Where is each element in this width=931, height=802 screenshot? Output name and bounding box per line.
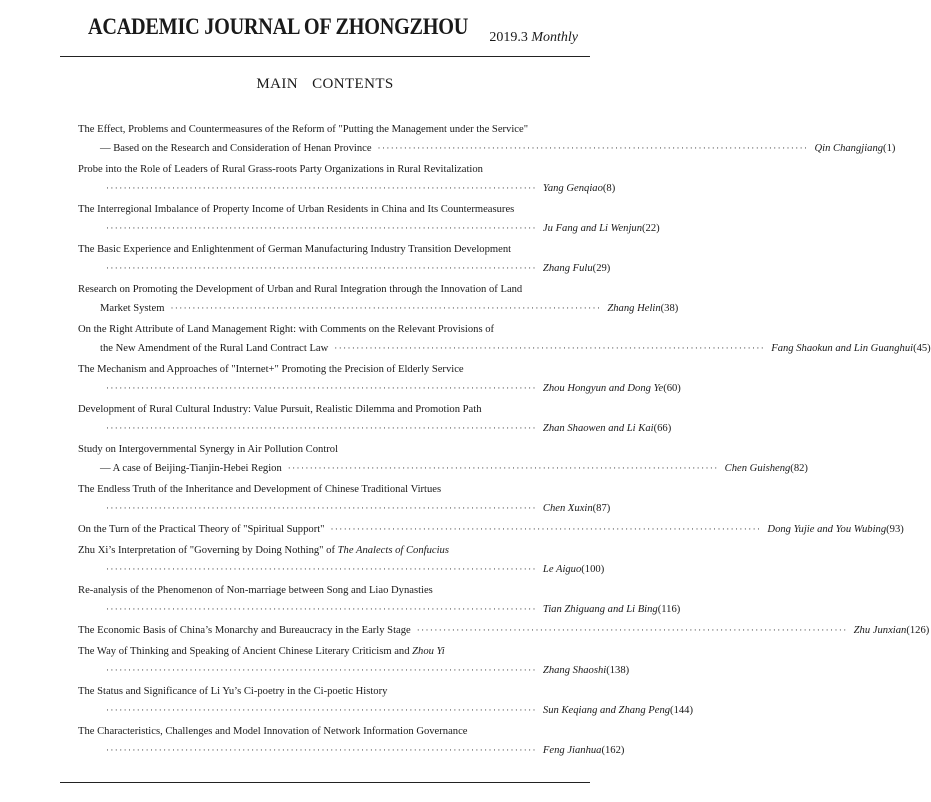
- issue-info: [489, 30, 578, 46]
- entry-author: Ju Fang and Li Wenjun: [542, 223, 642, 234]
- entry-page: (162): [601, 745, 625, 756]
- entry-page: (1): [883, 143, 896, 154]
- issue-number: 2019.3: [489, 30, 528, 45]
- leader-dots: ··································································································: [416, 625, 848, 635]
- leader-dots: ··································································································: [334, 343, 766, 353]
- toc-entry[interactable]: [78, 642, 630, 680]
- entry-title: [78, 642, 572, 661]
- toc-entry[interactable]: [78, 240, 611, 278]
- entry-title: The Effect, Problems and Countermeasures of the Reform of "Putting the Management under the Service": [78, 124, 529, 135]
- header-rule: [60, 56, 590, 57]
- entry-title: The Status and Significance of Li Yu’s Ci-poetry in the Ci-poetic History: [78, 686, 388, 697]
- entry-author: Feng Jianhua: [542, 745, 602, 756]
- entry-title: The Interregional Imbalance of Property Income of Urban Residents in China and Its Countermeasures: [78, 204, 515, 215]
- entry-title: Study on Intergovernmental Synergy in Air Pollution Control: [78, 444, 339, 455]
- entry-title-italic: The Analects of Confucius: [337, 545, 449, 556]
- toc-entry[interactable]: [78, 120, 896, 158]
- entry-page: (60): [663, 383, 681, 394]
- entry-page: (100): [581, 564, 605, 575]
- toc-entry[interactable]: [78, 200, 660, 238]
- entry-author: Zhang Shaoshi: [542, 665, 607, 676]
- leader-dots: ··································································································: [106, 705, 537, 715]
- entry-author: Le Aiguo: [542, 564, 582, 575]
- entry-author: Zhang Fulu: [542, 263, 593, 274]
- entry-title-cont: Market System: [100, 303, 165, 314]
- toc-entry[interactable]: [78, 320, 931, 358]
- entry-subtitle: — A case of Beijing-Tianjin-Hebei Region: [100, 463, 282, 474]
- toc-entry[interactable]: [78, 581, 681, 619]
- entry-author: Zhou Hongyun and Dong Ye: [542, 383, 664, 394]
- toc-entry[interactable]: [78, 621, 930, 640]
- entry-author: Qin Changjiang: [814, 143, 884, 154]
- toc-entry[interactable]: [78, 400, 672, 438]
- entry-author: Dong Yujie and You Wubing: [767, 524, 887, 535]
- toc-entry[interactable]: [78, 280, 679, 318]
- leader-dots: ··································································································: [106, 423, 537, 433]
- entry-author: Tian Zhiguang and Li Bing: [542, 604, 658, 615]
- issue-frequency: Monthly: [531, 30, 578, 45]
- leader-dots: ··································································································: [106, 183, 537, 193]
- leader-dots: ··································································································: [106, 604, 537, 614]
- entry-author: Zhan Shaowen and Li Kai: [542, 423, 654, 434]
- entry-author: Zhu Junxian: [853, 625, 907, 636]
- journal-title: ACADEMIC JOURNAL OF ZHONGZHOU: [88, 14, 469, 39]
- entry-title: On the Turn of the Practical Theory of "Spiritual Support": [78, 524, 325, 535]
- toc-entry[interactable]: [78, 440, 808, 478]
- entry-title: [78, 541, 572, 560]
- entry-author: Yang Genqiao: [542, 183, 603, 194]
- entry-title-text: The Way of Thinking and Speaking of Ancient Chinese Literary Criticism and: [78, 646, 413, 657]
- entry-page: (126): [906, 625, 930, 636]
- entry-subtitle: — Based on the Research and Consideration of Henan Province: [100, 143, 372, 154]
- leader-dots: ··································································································: [106, 263, 537, 273]
- entry-page: (38): [660, 303, 679, 314]
- leader-dots: ··································································································: [170, 303, 602, 313]
- toc-entry[interactable]: [78, 160, 616, 198]
- toc-entry[interactable]: [78, 541, 605, 579]
- entry-page: (82): [790, 463, 808, 474]
- toc-entry[interactable]: [78, 682, 693, 720]
- contents-heading: MAIN CONTENTS: [256, 76, 394, 92]
- entry-title: The Characteristics, Challenges and Model Innovation of Network Information Governance: [78, 726, 468, 737]
- entry-author: Fang Shaokun and Lin Guanghui: [771, 343, 914, 354]
- toc-entry[interactable]: [78, 520, 904, 539]
- entry-title: Probe into the Role of Leaders of Rural Grass-roots Party Organizations in Rural Revitalization: [78, 164, 483, 175]
- entry-page: (144): [670, 705, 693, 716]
- entry-title: The Mechanism and Approaches of "Internet+" Promoting the Precision of Elderly Service: [78, 364, 464, 375]
- leader-dots: ··································································································: [287, 463, 719, 473]
- entry-title-cont: the New Amendment of the Rural Land Contract Law: [100, 343, 329, 354]
- entry-page: (45): [913, 343, 931, 354]
- toc-entry[interactable]: [78, 360, 681, 398]
- entry-author: Chen Xuxin: [542, 503, 593, 514]
- leader-dots: ··································································································: [377, 143, 809, 153]
- entry-title-text: Zhu Xi’s Interpretation of "Governing by Doing Nothing" of: [78, 545, 338, 556]
- entry-page: (116): [657, 604, 681, 615]
- entry-page: (138): [606, 665, 630, 676]
- leader-dots: ··································································································: [106, 564, 537, 574]
- leader-dots: ··································································································: [106, 223, 537, 233]
- entry-author: Zhang Helin: [607, 303, 661, 314]
- entry-author: Sun Keqiang and Zhang Peng: [542, 705, 671, 716]
- entry-title: The Endless Truth of the Inheritance and Development of Chinese Traditional Virtues: [78, 484, 442, 495]
- leader-dots: ··································································································: [106, 745, 537, 755]
- entry-title: On the Right Attribute of Land Management Right: with Comments on the Relevant Provisions of: [78, 324, 495, 335]
- toc-entry[interactable]: [78, 722, 625, 760]
- leader-dots: ··································································································: [106, 383, 537, 393]
- entry-page: (93): [886, 524, 904, 535]
- entry-title: The Basic Experience and Enlightenment of German Manufacturing Industry Transition Development: [78, 244, 512, 255]
- entry-title: The Economic Basis of China’s Monarchy and Bureaucracy in the Early Stage: [78, 625, 411, 636]
- entry-page: (29): [592, 263, 611, 274]
- entry-page: (66): [653, 423, 672, 434]
- table-of-contents: [78, 120, 931, 762]
- leader-dots: ··································································································: [106, 503, 537, 513]
- entry-title: Re-analysis of the Phenomenon of Non-marriage between Song and Liao Dynasties: [78, 585, 433, 596]
- entry-title: Development of Rural Cultural Industry: Value Pursuit, Realistic Dilemma and Promotion Path: [78, 404, 482, 415]
- entry-page: (8): [602, 183, 616, 194]
- entry-page: (22): [642, 223, 660, 234]
- entry-title-italic: Zhou Yi: [412, 646, 445, 657]
- entry-title: Research on Promoting the Development of Urban and Rural Integration through the Innovation of Land: [78, 284, 523, 295]
- entry-author: Chen Guisheng: [724, 463, 791, 474]
- footer-rule: [60, 782, 590, 783]
- toc-entry[interactable]: [78, 480, 611, 518]
- entry-page: (87): [592, 503, 611, 514]
- leader-dots: ··································································································: [330, 524, 762, 534]
- leader-dots: ··································································································: [106, 665, 537, 675]
